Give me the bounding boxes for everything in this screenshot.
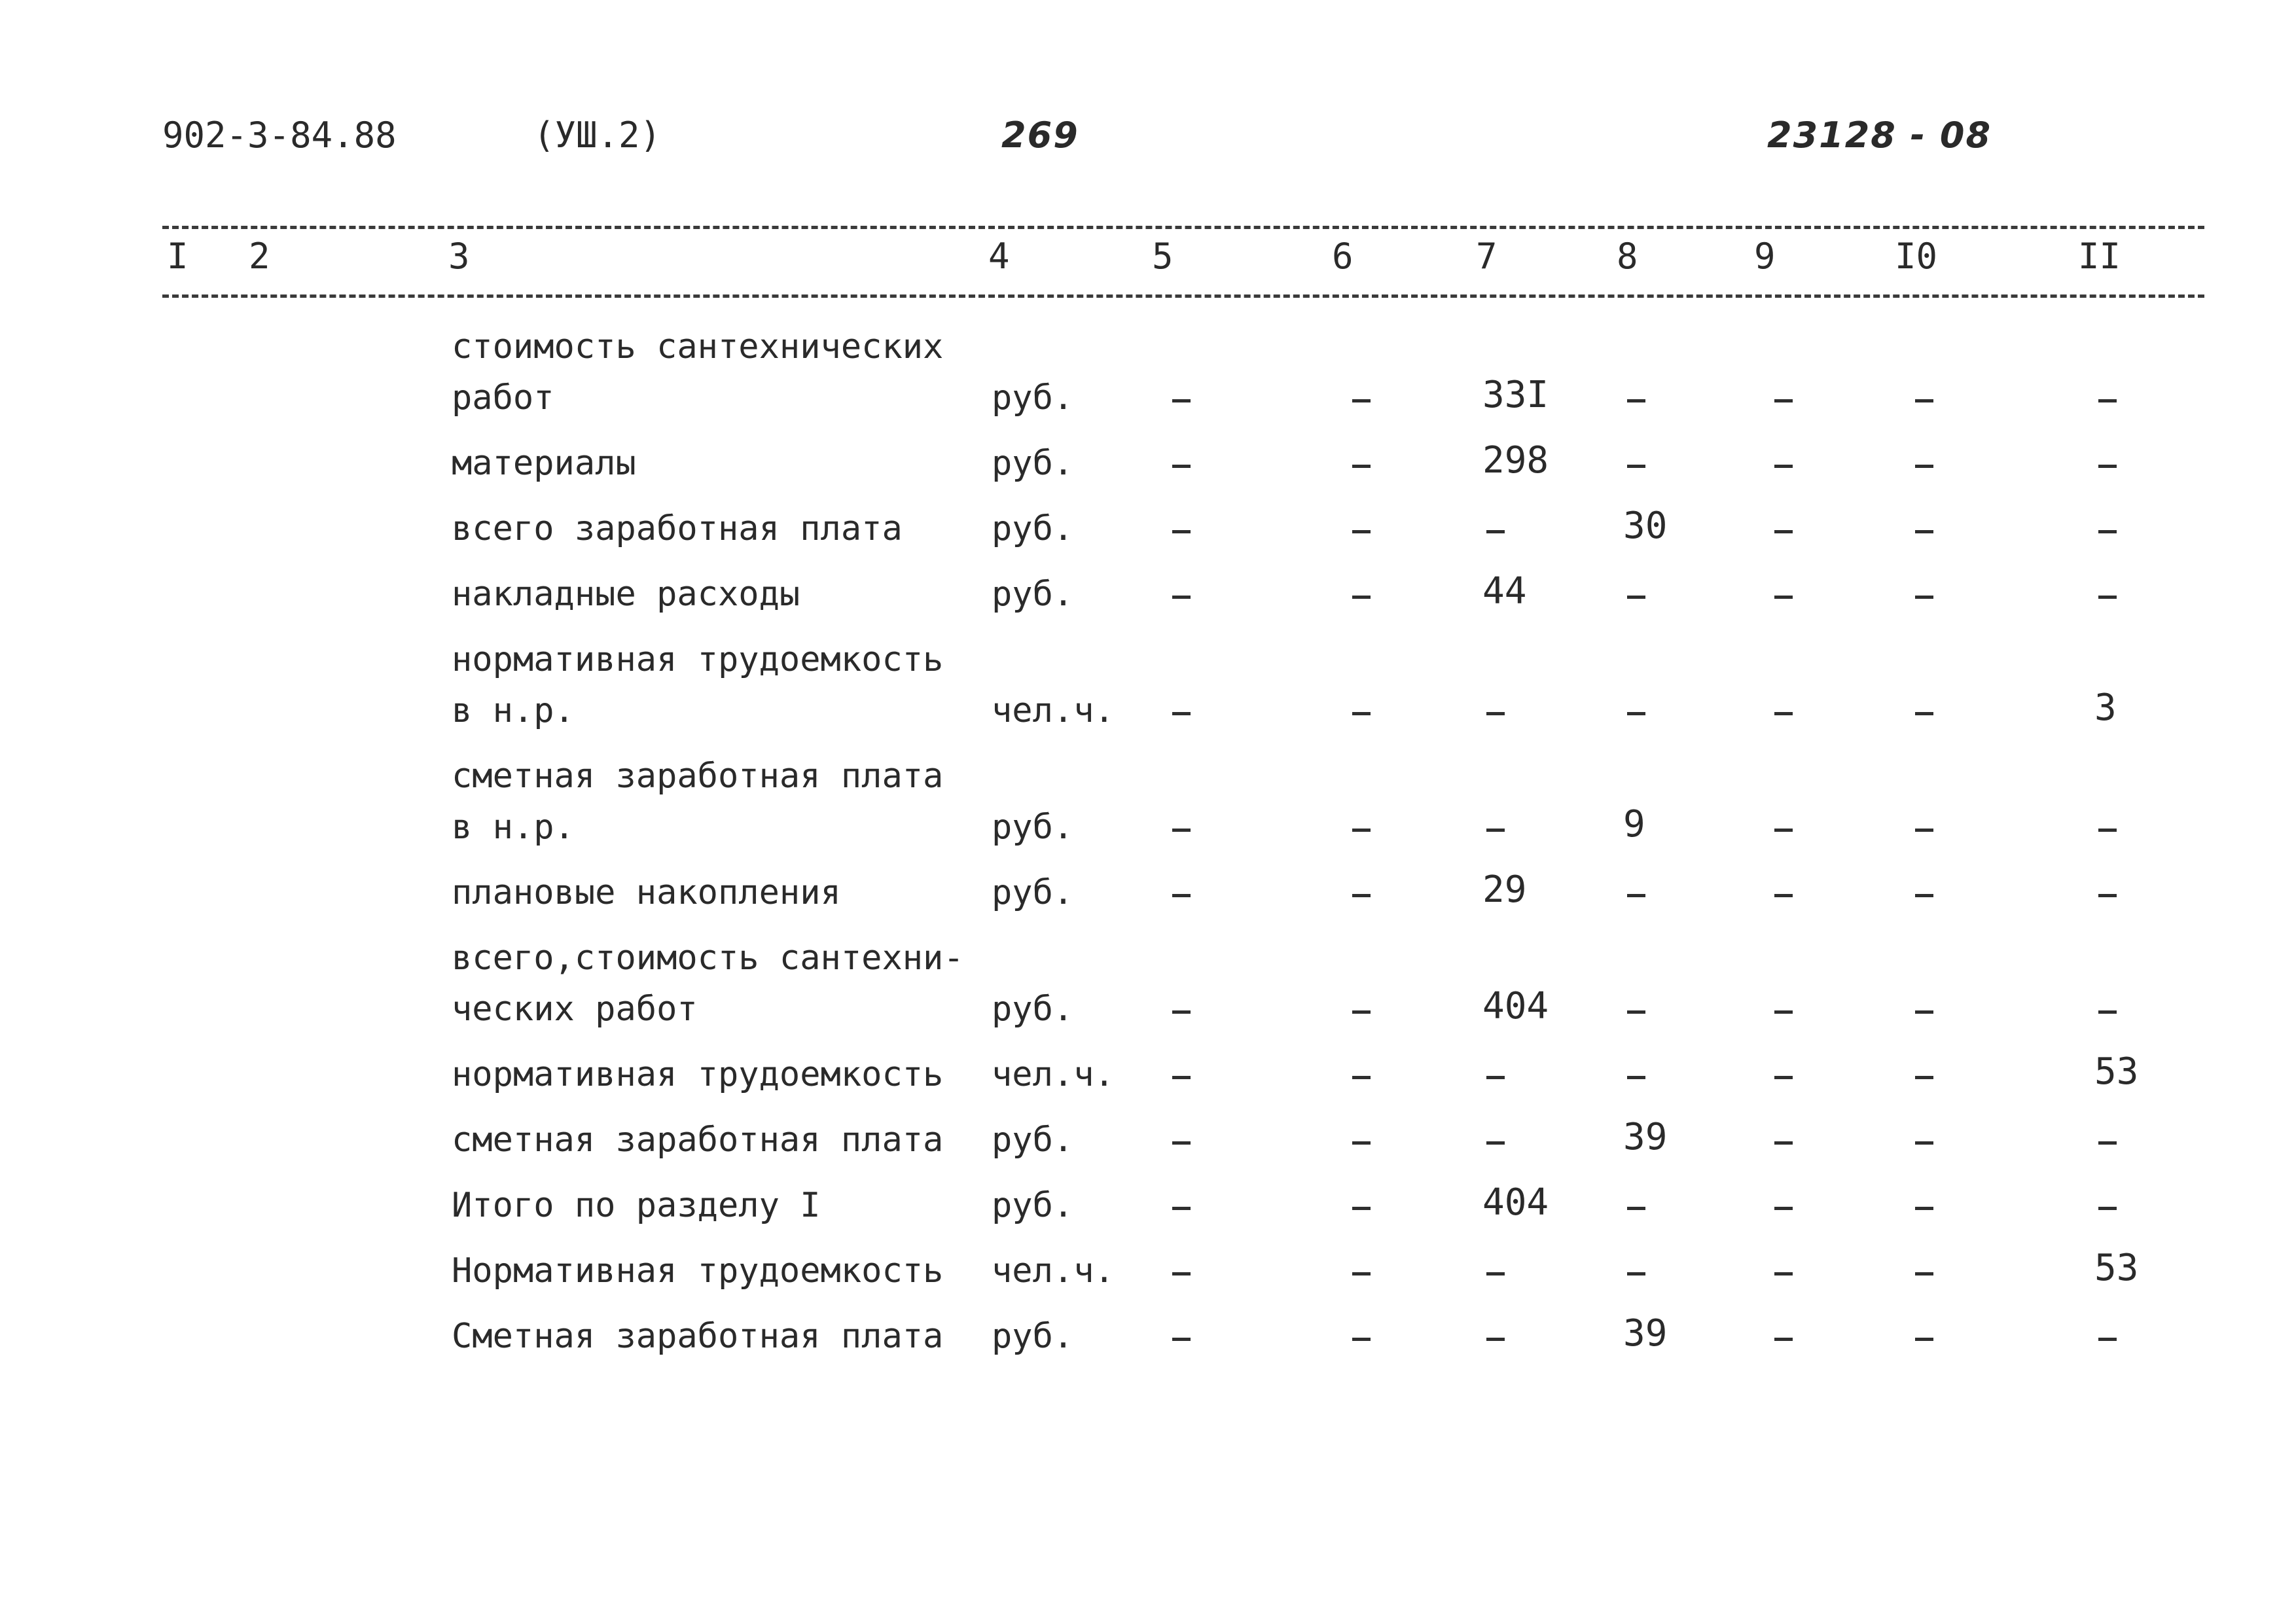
empty-value-dash	[1915, 894, 1933, 897]
empty-value-dash	[1172, 399, 1191, 402]
row-name-line: в н.р.	[452, 691, 575, 730]
empty-value-dash	[1486, 712, 1505, 715]
row-name-line: Итого по разделу I	[452, 1186, 821, 1225]
row-name-line: в н.р.	[452, 808, 575, 847]
empty-value-dash	[1627, 399, 1645, 402]
column-number: 2	[249, 236, 270, 277]
row-value: 39	[1623, 1312, 1668, 1355]
empty-value-dash	[2098, 465, 2117, 468]
row-name-line: сметная заработная плата	[452, 1120, 944, 1160]
column-number: 6	[1332, 236, 1354, 277]
row-name-line: плановые накопления	[452, 873, 841, 912]
column-number: I	[167, 236, 188, 277]
column-number: 7	[1476, 236, 1498, 277]
empty-value-dash	[1352, 894, 1371, 897]
empty-value-dash	[1915, 1141, 1933, 1145]
empty-value-dash	[1352, 1076, 1371, 1079]
row-name-line: сметная заработная плата	[452, 757, 944, 796]
empty-value-dash	[1627, 894, 1645, 897]
row-name-line: ческих работ	[452, 990, 698, 1029]
empty-value-dash	[1774, 1338, 1793, 1341]
empty-value-dash	[1774, 1207, 1793, 1210]
empty-value-dash	[2098, 1141, 2117, 1145]
empty-value-dash	[1172, 1141, 1191, 1145]
row-unit: руб.	[992, 509, 1074, 548]
empty-value-dash	[1172, 1010, 1191, 1014]
empty-value-dash	[2098, 399, 2117, 402]
empty-value-dash	[1352, 530, 1371, 533]
column-number: 4	[988, 236, 1010, 277]
empty-value-dash	[1627, 1010, 1645, 1014]
row-value: 404	[1482, 985, 1549, 1027]
row-name-line: работ	[452, 378, 554, 418]
empty-value-dash	[1352, 1272, 1371, 1275]
row-unit: руб.	[992, 1186, 1074, 1225]
row-unit: руб.	[992, 444, 1074, 483]
empty-value-dash	[2098, 1010, 2117, 1014]
row-value: 404	[1482, 1181, 1549, 1224]
row-name-line: материалы	[452, 444, 636, 483]
empty-value-dash	[1774, 1272, 1793, 1275]
empty-value-dash	[1915, 596, 1933, 599]
row-value: 33I	[1482, 374, 1549, 416]
empty-value-dash	[1172, 1207, 1191, 1210]
empty-value-dash	[2098, 829, 2117, 832]
empty-value-dash	[1172, 530, 1191, 533]
column-number: II	[2078, 236, 2121, 277]
empty-value-dash	[1774, 894, 1793, 897]
empty-value-dash	[1915, 1338, 1933, 1341]
row-value: 30	[1623, 505, 1668, 547]
row-unit: чел.ч.	[992, 691, 1115, 730]
empty-value-dash	[1172, 1338, 1191, 1341]
empty-value-dash	[1774, 1076, 1793, 1079]
empty-value-dash	[1352, 1207, 1371, 1210]
row-name-line: нормативная трудоемкость	[452, 1055, 944, 1094]
column-number: 8	[1617, 236, 1638, 277]
empty-value-dash	[1486, 829, 1505, 832]
empty-value-dash	[2098, 1338, 2117, 1341]
row-name-line: Сметная заработная плата	[452, 1317, 944, 1356]
empty-value-dash	[1774, 530, 1793, 533]
empty-value-dash	[1486, 530, 1505, 533]
empty-value-dash	[1915, 399, 1933, 402]
row-name-line: нормативная трудоемкость	[452, 640, 944, 679]
empty-value-dash	[1627, 596, 1645, 599]
row-unit: руб.	[992, 873, 1074, 912]
document-code: 902-3-84.88	[162, 115, 397, 156]
row-name-line: Нормативная трудоемкость	[452, 1251, 944, 1291]
empty-value-dash	[1172, 712, 1191, 715]
empty-value-dash	[1774, 829, 1793, 832]
row-value: 9	[1623, 803, 1645, 846]
empty-value-dash	[1486, 1076, 1505, 1079]
row-name-line: стоимость сантехнических	[452, 327, 944, 366]
empty-value-dash	[1915, 1207, 1933, 1210]
row-value: 3	[2094, 687, 2117, 729]
row-name-line: всего заработная плата	[452, 509, 903, 548]
empty-value-dash	[1486, 1338, 1505, 1341]
empty-value-dash	[2098, 894, 2117, 897]
empty-value-dash	[1915, 829, 1933, 832]
empty-value-dash	[1915, 712, 1933, 715]
header-top-rule	[162, 226, 2204, 229]
empty-value-dash	[1352, 1141, 1371, 1145]
row-name-line: всего,стоимость сантехни-	[452, 938, 964, 978]
empty-value-dash	[1627, 465, 1645, 468]
column-number: I0	[1895, 236, 1938, 277]
empty-value-dash	[1486, 1141, 1505, 1145]
empty-value-dash	[1486, 1272, 1505, 1275]
empty-value-dash	[2098, 1207, 2117, 1210]
section-number: (УШ.2)	[533, 115, 662, 156]
row-value: 53	[2094, 1247, 2139, 1289]
empty-value-dash	[1172, 894, 1191, 897]
row-value: 298	[1482, 439, 1549, 482]
row-value: 29	[1482, 868, 1527, 911]
empty-value-dash	[1915, 465, 1933, 468]
empty-value-dash	[1352, 829, 1371, 832]
empty-value-dash	[1352, 712, 1371, 715]
row-unit: руб.	[992, 808, 1074, 847]
empty-value-dash	[1627, 1272, 1645, 1275]
empty-value-dash	[1352, 596, 1371, 599]
empty-value-dash	[1172, 1076, 1191, 1079]
column-number: 3	[448, 236, 470, 277]
empty-value-dash	[1915, 1076, 1933, 1079]
header-bottom-rule	[162, 294, 2204, 298]
row-value: 39	[1623, 1116, 1668, 1158]
row-unit: чел.ч.	[992, 1251, 1115, 1291]
row-value: 44	[1482, 570, 1527, 613]
empty-value-dash	[1915, 1010, 1933, 1014]
empty-value-dash	[1915, 530, 1933, 533]
empty-value-dash	[1172, 596, 1191, 599]
inventory-number: 23128 - 08	[1767, 115, 1992, 156]
empty-value-dash	[1352, 465, 1371, 468]
empty-value-dash	[1352, 399, 1371, 402]
empty-value-dash	[1774, 399, 1793, 402]
empty-value-dash	[2098, 596, 2117, 599]
empty-value-dash	[1774, 596, 1793, 599]
empty-value-dash	[2098, 530, 2117, 533]
row-unit: руб.	[992, 990, 1074, 1029]
empty-value-dash	[1172, 829, 1191, 832]
empty-value-dash	[1627, 1207, 1645, 1210]
row-unit: руб.	[992, 378, 1074, 418]
empty-value-dash	[1774, 1010, 1793, 1014]
empty-value-dash	[1774, 465, 1793, 468]
empty-value-dash	[1774, 1141, 1793, 1145]
empty-value-dash	[1352, 1338, 1371, 1341]
empty-value-dash	[1915, 1272, 1933, 1275]
empty-value-dash	[1627, 712, 1645, 715]
row-value: 53	[2094, 1050, 2139, 1093]
column-number: 5	[1152, 236, 1174, 277]
column-number: 9	[1754, 236, 1776, 277]
empty-value-dash	[1172, 1272, 1191, 1275]
empty-value-dash	[1352, 1010, 1371, 1014]
empty-value-dash	[1172, 465, 1191, 468]
empty-value-dash	[1774, 712, 1793, 715]
row-name-line: накладные расходы	[452, 575, 800, 614]
row-unit: руб.	[992, 1317, 1074, 1356]
row-unit: чел.ч.	[992, 1055, 1115, 1094]
row-unit: руб.	[992, 1120, 1074, 1160]
row-unit: руб.	[992, 575, 1074, 614]
empty-value-dash	[1627, 1076, 1645, 1079]
page-number: 269	[1001, 115, 1079, 156]
